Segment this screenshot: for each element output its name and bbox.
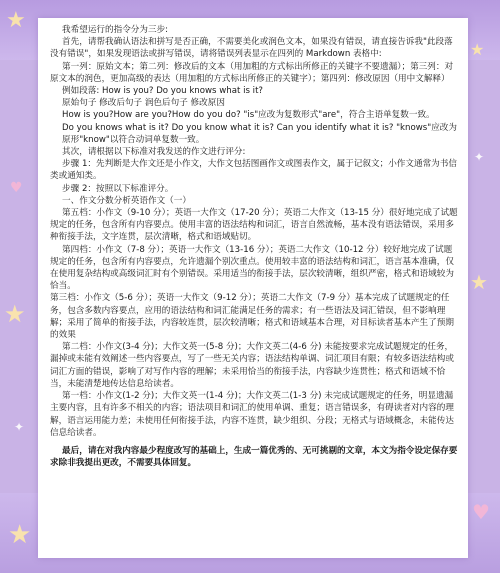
- heart-icon: ♥: [472, 500, 490, 524]
- sparkle-icon: ✦: [14, 420, 25, 434]
- text-line: 第二档：小作文(3-4 分)；大作文英一(5-8 分)；大作文英二(4-6 分) 未能按要求完成试题规定的任务，漏掉或未能有效阐述一些内容要点，写了一些无关内容；语法结构单调、词汇项目有限；有较多语法结构或词汇方面的错误，影响了对写作内容的理解；未采用恰当的衔接手法，内容缺少连贯性；格式和语域不恰当，未能清楚地传达信息给读者。: [50, 342, 454, 389]
- text-line: 步骤 2：按照以下标准评分。: [62, 183, 174, 194]
- text-line: 第一档：小作文(1-2 分)；大作文英一(1-4 分)；大作文英二(1-3 分) 未完成试题规定的任务，明显遗漏主要内容，且有许多不相关的内容；语法项目和词汇的使用单调、重复；语言错误多，有碍读者对内容的理解，语言运用能力差；未使用任何衔接手法，内容不连贯，缺少组织、分段；无格式与语域概念，未能传达信息给读者。: [50, 391, 454, 438]
- text-line: How is you?How are you?How do you do? "is"应改为复数形式"are"，符合主语单复数一致。: [62, 110, 435, 121]
- star-icon: ★: [6, 8, 26, 33]
- star-icon: ★: [470, 40, 485, 59]
- text-line: 其次，请根据以下标准对我发送的作文进行评分:: [62, 147, 246, 158]
- heart-icon: ♥: [10, 180, 23, 196]
- text-line: 最后，请在对我内容最少程度改写的基础上，生成一篇优秀的、无可挑剔的文章，本文为指令设定保存要求除非我提出更改，不需要具体回复。: [50, 445, 458, 469]
- document-content: [50, 24, 460, 469]
- text-line: 第三档：小作文（5-6 分）；英语一大作文（9-12 分）；英语二大作文（7-9 分）基本完成了试题规定的任务，包含多数内容要点，应用的语法结构和词汇能满足任务的需求；有一些语法及词汇错误，但不影响理解；采用了简单的衔接手法，内容较连贯，层次较清晰；格式和语域基本合理，对目标读者基本产生了预期的效果: [50, 293, 454, 341]
- sparkle-icon: ✦: [474, 150, 485, 164]
- text-line: 首先，请帮我确认语法和拼写是否正确，不需要美化或润色文本，如果没有错误，请直接告诉我"此段落没有错误"，如果发现语法或拼写错误，请将错误列表显示在四列的 Markdown 表格中:: [50, 37, 453, 60]
- text-line: Do you knows what is it? Do you know what it is? Can you identify what it is? "knows"应改为原形"know"以符合动词单复数一致。: [62, 122, 457, 145]
- text-line: 第五档：小作文（9-10 分）；英语一大作文（17-20 分）；英语二大作文（13-15 分）很好地完成了试题规定的任务，包含所有内容要点。使用丰富的语法结构和词汇，语言自然流畅，基本没有语法错误，采用多种衔接手法，文字连贯，层次清晰，格式和语域贴切。: [50, 208, 458, 243]
- text-line: 步骤 1：先判断是大作文还是小作文，大作文包括图画作文或图表作文，属于记叙文；小作文通常为书信类或通知类。: [50, 159, 457, 182]
- star-icon: ★: [470, 270, 488, 294]
- text-line: 第一列：原始文本；第二列：修改后的文本（用加粗的方式标出所修正的关键字不要遗漏）；第三列：对原文本的润色，更加高级的表达（用加粗的方式标出所修正的关键字）；第四列：修改原因（用中文解释）: [50, 61, 454, 84]
- star-icon: ★: [4, 300, 26, 328]
- text-line: 一、作文分数分析英语作文（一）: [62, 195, 191, 206]
- text-line: 原始句子 修改后句子 润色后句子 修改原因: [62, 98, 225, 109]
- text-line: 例如段落: How is you? Do you knows what is it?: [62, 86, 263, 97]
- text-line: 我希望运行的指令分为三步:: [62, 25, 169, 35]
- text-line: 第四档：小作文（7-8 分）；英语一大作文（13-16 分）；英语二大作文（10-12 分）较好地完成了试题规定的任务，包含所有内容要点，允许遗漏个别次重点。使用较丰富的语法结构和词汇，语言基本准确，仅在使用复杂结构或高级词汇时有个别错误。采用适当的衔接手法，层次较清晰，组织严密，格式和语域较为恰当。: [50, 244, 454, 292]
- star-icon: ★: [8, 520, 32, 550]
